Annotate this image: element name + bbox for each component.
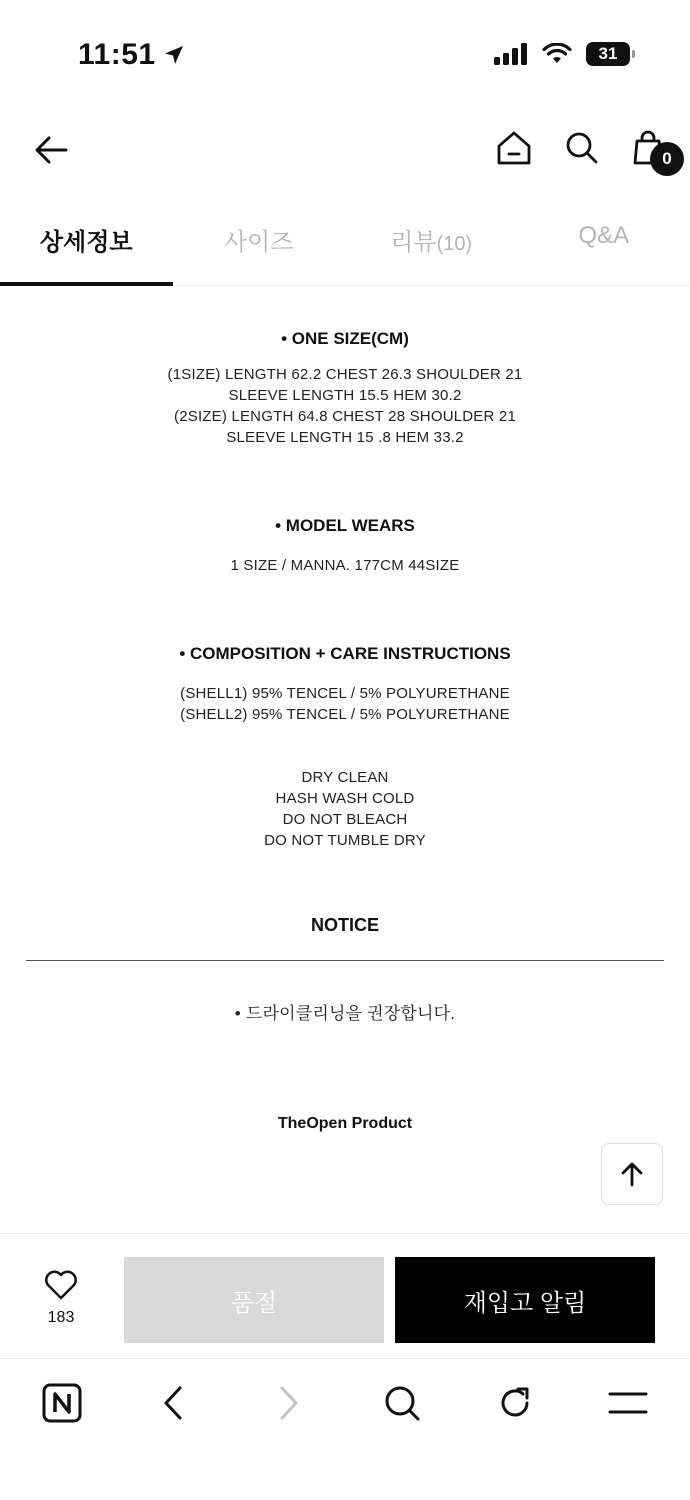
search-icon [383, 1384, 421, 1422]
like-count: 183 [47, 1309, 75, 1326]
location-arrow-icon [162, 43, 186, 67]
browser-toolbar [0, 1358, 690, 1500]
composition-section-title: • COMPOSITION + CARE INSTRUCTIONS [179, 644, 511, 663]
care-lines [0, 767, 690, 851]
chevron-right-icon [273, 1385, 303, 1421]
browser-menu-button[interactable] [606, 1381, 650, 1425]
size-lines [0, 364, 690, 448]
tab-label: 상세정보 [39, 229, 133, 256]
notice-divider [26, 960, 664, 961]
browser-reload-button[interactable] [493, 1381, 537, 1425]
battery-indicator [586, 42, 630, 66]
reload-icon [497, 1385, 533, 1421]
arrow-up-icon [618, 1160, 646, 1188]
size-line: (2SIZE) LENGTH 64.8 CHEST 28 SHOULDER 21 [174, 408, 516, 425]
soldout-button[interactable]: 품절 [124, 1257, 384, 1343]
brand-name: TheOpen Product [277, 1115, 413, 1132]
purchase-action-bar [0, 1233, 690, 1358]
home-button[interactable] [494, 128, 534, 168]
care-line: HASH WASH COLD [275, 790, 415, 807]
care-line: DO NOT TUMBLE DRY [264, 832, 426, 849]
care-line: DRY CLEAN [301, 769, 389, 786]
browser-search-button[interactable] [380, 1381, 424, 1425]
notice-line: • 드라이클리닝을 권장합니다. [234, 1004, 456, 1023]
like-button[interactable] [30, 1270, 92, 1327]
browser-forward-button[interactable] [266, 1381, 310, 1425]
care-line: DO NOT BLEACH [282, 811, 408, 828]
review-count: (10) [436, 233, 473, 255]
arrow-left-icon [32, 130, 72, 170]
restock-alert-button[interactable]: 재입고 알림 [395, 1257, 655, 1343]
status-bar [0, 0, 690, 110]
model-line: 1 SIZE / MANNA. 177CM 44SIZE [230, 557, 460, 574]
composition-lines [0, 683, 690, 725]
tab-label: 리뷰 [390, 229, 437, 256]
chevron-left-icon [159, 1385, 189, 1421]
wifi-icon [542, 43, 572, 65]
signal-icon [494, 43, 528, 65]
heart-icon [44, 1270, 78, 1300]
tab-label: 사이즈 [223, 229, 294, 256]
tab-reviews[interactable] [345, 200, 518, 285]
size-line: (1SIZE) LENGTH 62.2 CHEST 26.3 SHOULDER 21 [167, 366, 523, 383]
battery-level: 31 [598, 44, 618, 63]
cart-count-badge: 0 [650, 142, 684, 176]
search-icon [563, 129, 601, 167]
size-section-title: • ONE SIZE(CM) [281, 329, 409, 348]
tab-size[interactable] [173, 200, 346, 285]
browser-back-button[interactable] [152, 1381, 196, 1425]
cart-button[interactable] [630, 128, 670, 168]
home-icon [495, 129, 533, 167]
notice-title: NOTICE [310, 915, 379, 935]
browser-home-button[interactable] [40, 1381, 84, 1425]
product-detail-content [0, 287, 690, 1232]
model-section-title: • MODEL WEARS [275, 516, 415, 535]
back-button[interactable] [32, 130, 72, 170]
scroll-to-top-button[interactable] [601, 1143, 663, 1205]
size-line: SLEEVE LENGTH 15.5 HEM 30.2 [228, 387, 462, 404]
menu-icon [608, 1391, 648, 1415]
tab-label: Q&A [578, 222, 630, 249]
size-line: SLEEVE LENGTH 15 .8 HEM 33.2 [226, 429, 464, 446]
composition-line: (SHELL1) 95% TENCEL / 5% POLYURETHANE [180, 685, 510, 702]
top-nav [0, 110, 690, 190]
tab-bar [0, 200, 690, 286]
status-time: 11:51 [78, 38, 156, 71]
tab-details[interactable] [0, 200, 173, 285]
naver-n-icon [42, 1383, 82, 1423]
composition-line: (SHELL2) 95% TENCEL / 5% POLYURETHANE [180, 706, 510, 723]
tab-qna[interactable] [518, 200, 690, 285]
search-button[interactable] [562, 128, 602, 168]
